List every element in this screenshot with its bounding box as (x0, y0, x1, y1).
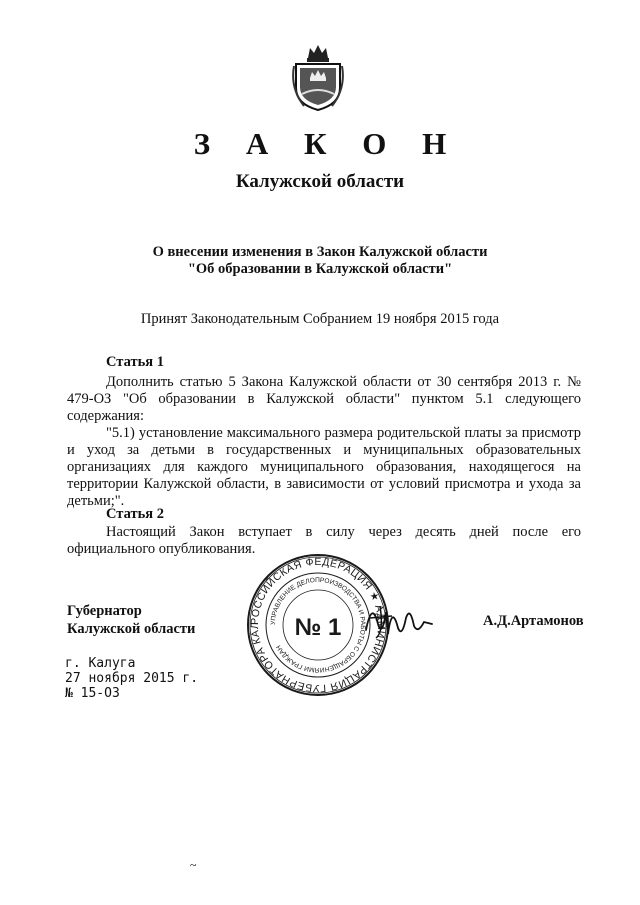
adoption-line: Принят Законодательным Собранием 19 ноября 2015 года (140, 311, 500, 327)
law-footer (65, 656, 198, 701)
kaluga-coat-of-arms-icon (290, 42, 346, 112)
article-2-heading: Статья 2 (106, 506, 164, 522)
governor-title (67, 602, 195, 638)
article-2-text: Настоящий Закон вступает в силу через десять дней после его официального опубликования. (67, 524, 581, 557)
law-subject (0, 244, 640, 278)
governor-position-line-2: Калужской области (67, 621, 196, 637)
region-title: Калужской области (235, 171, 405, 192)
law-title: З А К О Н (193, 126, 461, 161)
handwritten-signature (362, 594, 436, 644)
stamp-number: № 1 (294, 614, 342, 641)
footer-city: г. Калуга (65, 656, 136, 671)
stamp-inner-text: УПРАВЛЕНИЕ ДЕЛОПРОИЗВОДСТВА И РАБОТЫ С ОБРАЩЕНИЯМИ ГРАЖДАН (269, 576, 367, 674)
subject-line-1: О внесении изменения в Закон Калужской области (152, 244, 488, 260)
footer-number: № 15-ОЗ (65, 686, 120, 701)
article-1-heading: Статья 1 (106, 354, 164, 370)
governor-position-line-1: Губернатор (67, 603, 142, 619)
governor-name: А.Д.Артамонов (483, 613, 584, 629)
subject-line-2: "Об образовании в Калужской области" (187, 261, 453, 277)
article-1-intro: Дополнить статью 5 Закона Калужской области от 30 сентября 2013 г. № 479-ОЗ "Об образовании в Калужской области" пунктом 5.1 следующего содержания: (67, 374, 581, 424)
footer-date: 27 ноября 2015 г. (65, 671, 199, 686)
stamp-outer-text: РОССИЙСКАЯ ФЕДЕРАЦИЯ ★ АДМИНИСТРАЦИЯ ГУБЕРНАТОРА КАЛ (248, 555, 388, 695)
scan-mark: ~ (190, 858, 197, 872)
coat-of-arms (290, 42, 346, 112)
article-1-clause: "5.1) установление максимального размера родительской платы за присмотр и уход за детьми в государственных и муниципальных образовательных организациях для каждого муниципального образования, находящегося на территории Калужской области, в зависимости от условий присмотра и ухода за детьми;". (67, 425, 581, 509)
